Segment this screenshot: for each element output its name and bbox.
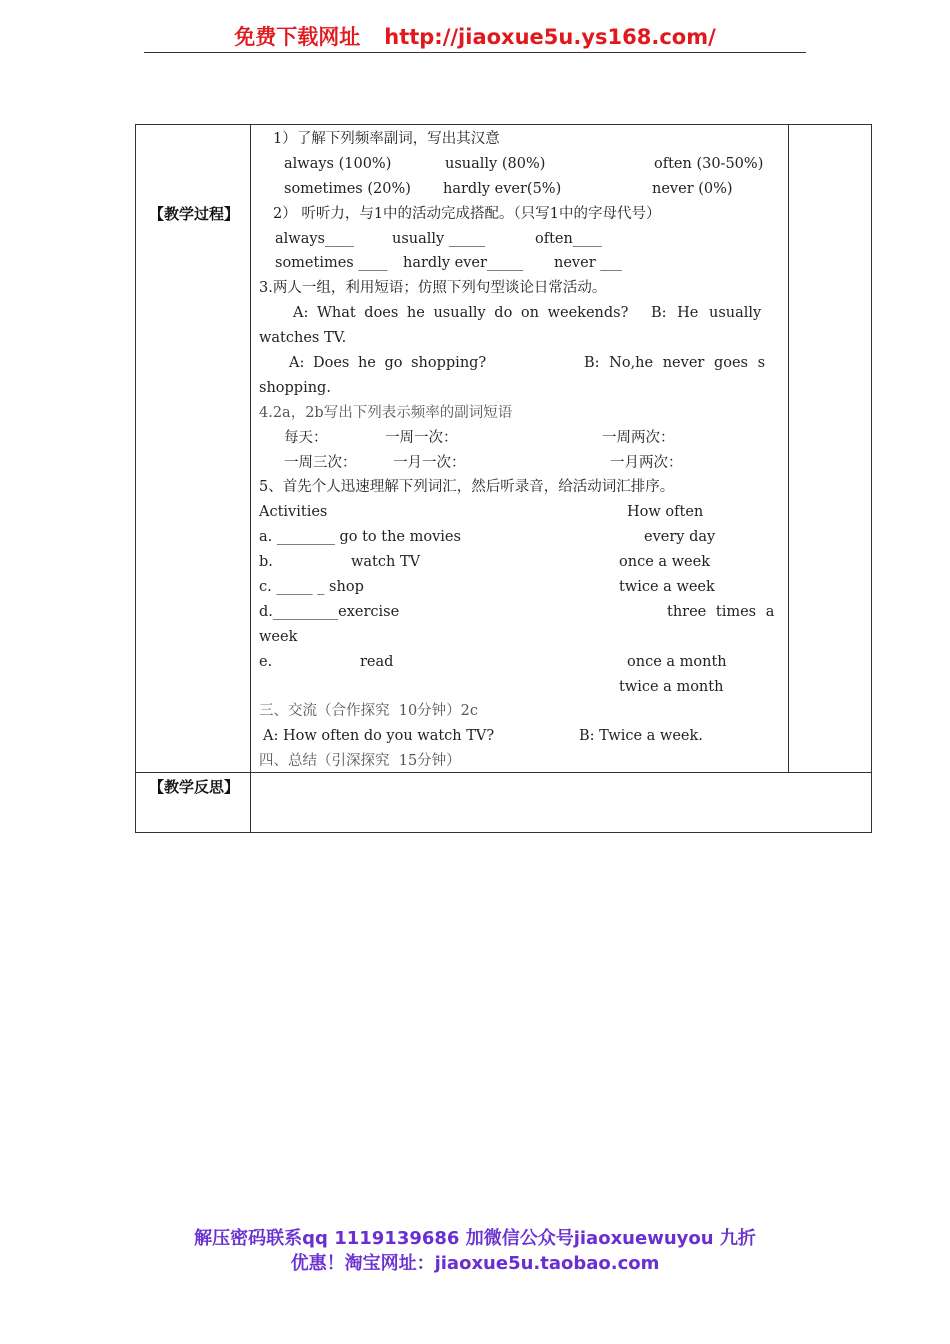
content-line: always____ usually _____ often____ <box>275 230 602 247</box>
footer-line-shop: 优惠！淘宝网址：jiaoxue5u.taobao.com <box>290 1253 660 1274</box>
content-line: 5、首先个人迅速理解下列词汇，然后听录音，给活动词汇排序。 <box>259 479 675 496</box>
content-line: twice a month <box>619 678 724 695</box>
process-label: 【教学过程】 <box>148 205 239 223</box>
content-line: A: Does he go shopping? B: No,he never goes s <box>289 355 766 372</box>
content-line: 1）了解下列频率副词，写出其汉意 <box>273 131 500 147</box>
reflection-label: 【教学反思】 <box>148 778 239 796</box>
content-line: a. ________ go to the movies every day <box>259 529 716 546</box>
content-line: b. watch TV once a week <box>259 554 710 571</box>
column-divider-left <box>250 125 251 832</box>
content-line: watches TV. <box>259 330 347 347</box>
content-line: A: How often do you watch TV? B: Twice a week. <box>263 728 703 745</box>
content-line: 3.两人一组，利用短语；仿照下列句型谈论日常活动。 <box>259 280 607 297</box>
header-label: 免费下载网址 <box>234 25 361 49</box>
content-line: 一周三次： 一月一次： 一月两次： <box>284 454 683 471</box>
content-line: 4.2a，2b写出下列表示频率的副词短语 <box>259 404 513 421</box>
content-line: always (100%) usually (80%) often (30-50%) <box>284 155 764 172</box>
content-line: Activities How often <box>259 504 704 521</box>
lesson-table <box>135 124 872 833</box>
content-line: sometimes (20%) hardly ever(5%) never (0%) <box>284 180 733 197</box>
content-line: c. _____ _ shop twice a week <box>259 579 715 596</box>
content-line: sometimes ____ hardly ever_____ never ___ <box>275 255 622 272</box>
content-line: d._________exercise three times a <box>259 603 775 620</box>
process-content <box>259 127 789 774</box>
header-url-link[interactable]: http://jiaoxue5u.ys168.com/ <box>384 25 716 49</box>
content-line: 三、交流（合作探究 10分钟）2c <box>259 703 479 720</box>
content-line: A: What does he usually do on weekends? B: He usually <box>293 305 762 322</box>
content-line: 每天： 一周一次： 一周两次： <box>284 429 675 446</box>
content-line: 四、总结（引深探究 15分钟） <box>259 753 461 770</box>
content-line: shopping. <box>259 379 331 396</box>
content-line: e. read once a month <box>259 653 727 670</box>
page-header <box>144 22 806 53</box>
page-footer <box>0 1226 950 1276</box>
footer-line-contact: 解压密码联系qq 1119139686 加微信公众号jiaoxuewuyou 九折 <box>194 1228 756 1249</box>
content-line: week <box>259 628 298 645</box>
content-line: 2） 听听力，与1中的活动完成搭配。（只写1中的字母代号） <box>273 205 661 222</box>
